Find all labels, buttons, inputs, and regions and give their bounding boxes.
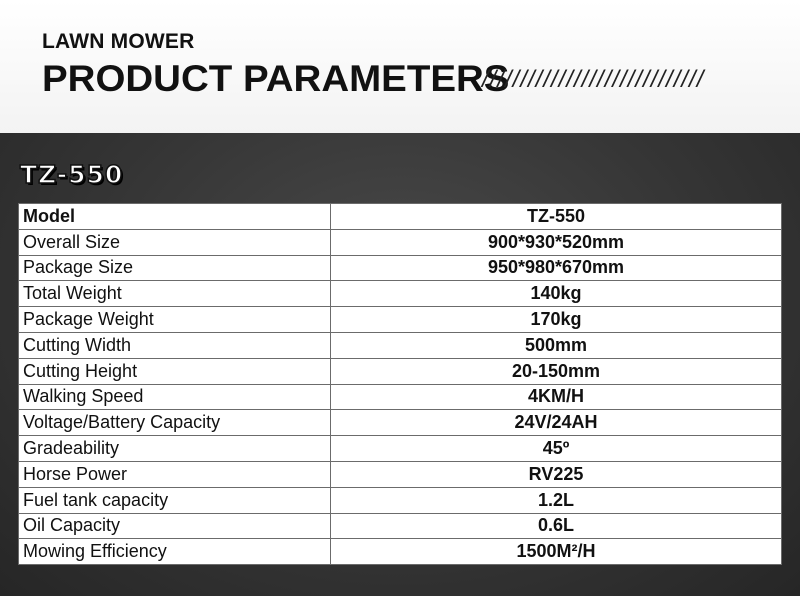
spec-value: 950*980*670mm bbox=[331, 255, 782, 281]
table-row bbox=[19, 436, 782, 462]
decorative-slashes: ///////////////////////////// bbox=[482, 66, 705, 93]
table-row bbox=[19, 307, 782, 333]
spec-label: Cutting Height bbox=[19, 358, 331, 384]
spec-value: 24V/24AH bbox=[331, 410, 782, 436]
spec-label: Horse Power bbox=[19, 461, 331, 487]
table-row bbox=[19, 410, 782, 436]
spec-label: Walking Speed bbox=[19, 384, 331, 410]
table-row bbox=[19, 281, 782, 307]
spec-value: 1500M²/H bbox=[331, 539, 782, 565]
model-badge: TZ-550 bbox=[20, 160, 124, 189]
page-title: PRODUCT PARAMETERS bbox=[42, 58, 510, 99]
product-category: LAWN MOWER bbox=[42, 30, 195, 53]
table-row bbox=[19, 513, 782, 539]
spec-value: 170kg bbox=[331, 307, 782, 333]
table-row bbox=[19, 332, 782, 358]
spec-label: Mowing Efficiency bbox=[19, 539, 331, 565]
table-row bbox=[19, 461, 782, 487]
spec-value: 4KM/H bbox=[331, 384, 782, 410]
spec-label: Gradeability bbox=[19, 436, 331, 462]
spec-value: 140kg bbox=[331, 281, 782, 307]
spec-value: 20-150mm bbox=[331, 358, 782, 384]
table-row bbox=[19, 229, 782, 255]
spec-value: 500mm bbox=[331, 332, 782, 358]
spec-label: Package Weight bbox=[19, 307, 331, 333]
spec-label: Model bbox=[19, 204, 331, 230]
table-row bbox=[19, 255, 782, 281]
spec-value: 45º bbox=[331, 436, 782, 462]
table-row bbox=[19, 384, 782, 410]
spec-value: TZ-550 bbox=[331, 204, 782, 230]
spec-label: Fuel tank capacity bbox=[19, 487, 331, 513]
spec-label: Package Size bbox=[19, 255, 331, 281]
spec-value: 1.2L bbox=[331, 487, 782, 513]
spec-label: Total Weight bbox=[19, 281, 331, 307]
spec-label: Oil Capacity bbox=[19, 513, 331, 539]
spec-label: Overall Size bbox=[19, 229, 331, 255]
spec-table bbox=[18, 203, 782, 565]
table-row bbox=[19, 204, 782, 230]
spec-value: RV225 bbox=[331, 461, 782, 487]
spec-value: 0.6L bbox=[331, 513, 782, 539]
table-row bbox=[19, 358, 782, 384]
table-row bbox=[19, 539, 782, 565]
spec-label: Cutting Width bbox=[19, 332, 331, 358]
header-banner bbox=[0, 0, 800, 133]
spec-value: 900*930*520mm bbox=[331, 229, 782, 255]
spec-label: Voltage/Battery Capacity bbox=[19, 410, 331, 436]
table-row bbox=[19, 487, 782, 513]
